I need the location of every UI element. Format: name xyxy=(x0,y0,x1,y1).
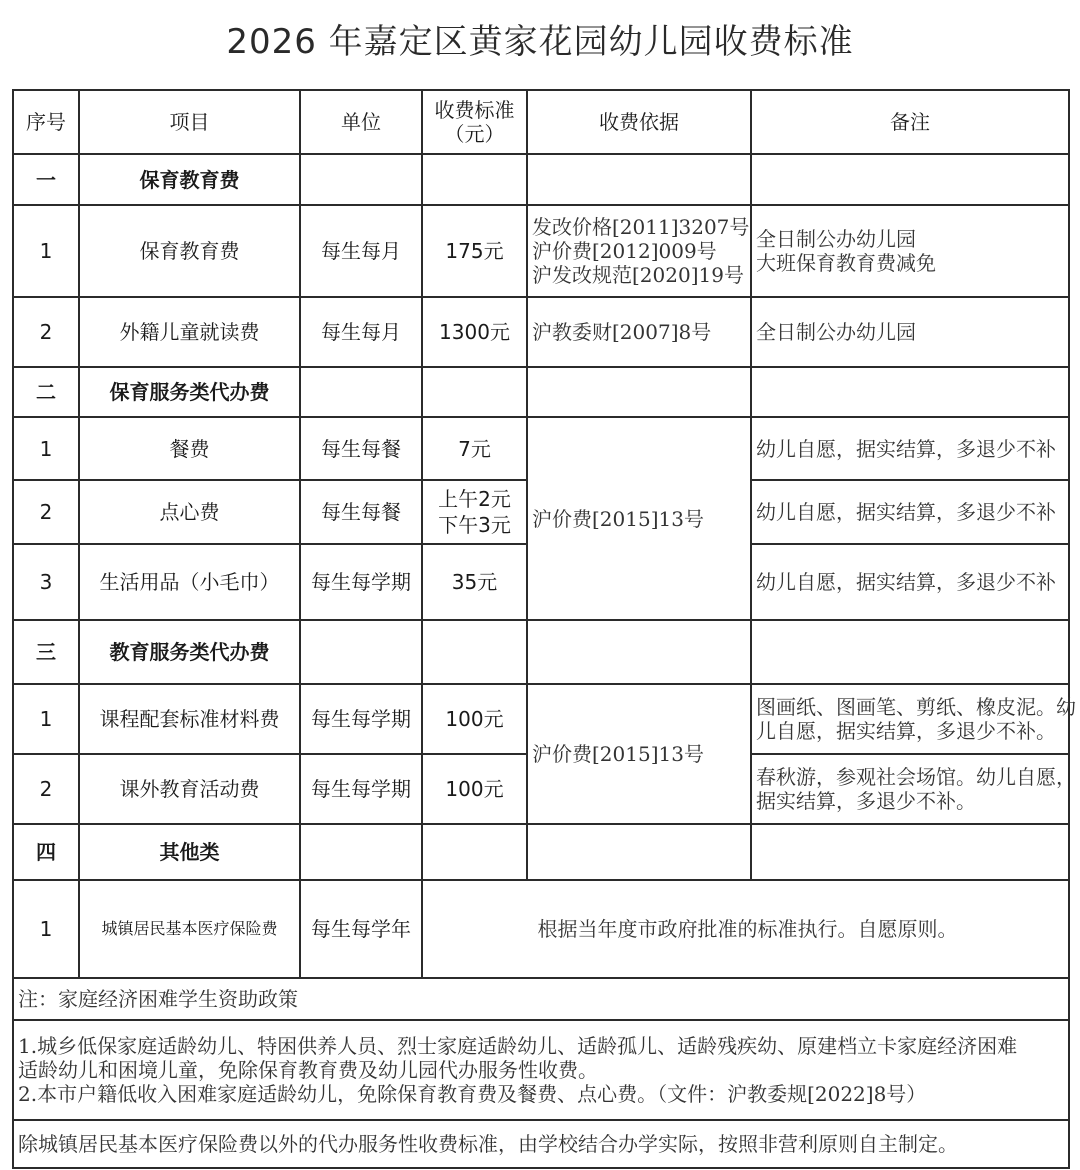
section-no: 二 xyxy=(13,367,79,417)
remark-line: 据实结算，多退少不补。 xyxy=(756,789,976,813)
basis-line: 沪发改规范[2020]19号 xyxy=(532,263,744,287)
row-unit: 每生每学期 xyxy=(300,754,422,824)
header-fee xyxy=(422,90,527,154)
header-fee-line2: （元） xyxy=(444,122,505,146)
notes-heading: 注：家庭经济困难学生资助政策 xyxy=(13,978,1069,1020)
row-fee: 1300元 xyxy=(422,297,527,367)
note-line: 2.本市户籍低收入困难家庭适龄幼儿，免除保育教育费及餐费、点心费。（文件：沪教委规[2022]8号） xyxy=(18,1082,927,1106)
row-no: 1 xyxy=(13,205,79,297)
row-fee: 175元 xyxy=(422,205,527,297)
row-no: 2 xyxy=(13,480,79,544)
notes-heading-row xyxy=(13,978,1069,1020)
row-remark: 幼儿自愿，据实结算，多退少不补 xyxy=(751,544,1069,620)
section-title: 其他类 xyxy=(79,824,300,880)
table-row xyxy=(13,417,1069,480)
section-row xyxy=(13,154,1069,205)
fee-am: 上午2元 xyxy=(438,487,511,511)
header-row xyxy=(13,90,1069,154)
table-row xyxy=(13,205,1069,297)
header-basis: 收费依据 xyxy=(527,90,751,154)
header-remark: 备注 xyxy=(751,90,1069,154)
row-unit: 每生每学期 xyxy=(300,684,422,754)
row-unit: 每生每餐 xyxy=(300,417,422,480)
remark-line: 春秋游，参观社会场馆。幼儿自愿， xyxy=(756,765,1076,789)
section-title: 教育服务类代办费 xyxy=(79,620,300,684)
remark-line: 图画纸、图画笔、剪纸、橡皮泥。幼 xyxy=(756,695,1076,719)
remark-line: 全日制公办幼儿园 xyxy=(756,227,916,251)
row-item: 保育教育费 xyxy=(79,205,300,297)
row-item: 点心费 xyxy=(79,480,300,544)
row-remark xyxy=(751,297,1069,367)
note-line: 1.城乡低保家庭适龄幼儿、特困供养人员、烈士家庭适龄幼儿、适龄孤儿、适龄残疾幼、原建档立卡家庭经济困难 xyxy=(18,1034,1018,1058)
row-no: 3 xyxy=(13,544,79,620)
row-no: 2 xyxy=(13,297,79,367)
row-item: 课外教育活动费 xyxy=(79,754,300,824)
row-basis xyxy=(527,297,751,367)
section-no: 三 xyxy=(13,620,79,684)
header-fee-line1: 收费标准 xyxy=(434,98,515,122)
table-row xyxy=(13,684,1069,754)
row-item: 生活用品（小毛巾） xyxy=(79,544,300,620)
table-row xyxy=(13,297,1069,367)
section-row xyxy=(13,620,1069,684)
section-title: 保育服务类代办费 xyxy=(79,367,300,417)
row-fee: 100元 xyxy=(422,684,527,754)
remark-line: 大班保育教育费减免 xyxy=(756,251,936,275)
row-unit: 每生每餐 xyxy=(300,480,422,544)
row-item: 餐费 xyxy=(79,417,300,480)
row-fee: 100元 xyxy=(422,754,527,824)
footer-note: 除城镇居民基本医疗保险费以外的代办服务性收费标准，由学校结合办学实际，按照非营利原则自主制定。 xyxy=(13,1120,1069,1168)
row-note: 根据当年度市政府批准的标准执行。自愿原则。 xyxy=(422,880,1069,978)
section-basis: 沪价费[2015]13号 xyxy=(527,417,751,620)
remark-line: 全日制公办幼儿园 xyxy=(756,320,916,344)
fee-pm: 下午3元 xyxy=(438,513,511,537)
row-remark: 幼儿自愿，据实结算，多退少不补 xyxy=(751,417,1069,480)
page-title: 2026 年嘉定区黄家花园幼儿园收费标准 xyxy=(226,22,854,62)
remark-line: 儿自愿，据实结算，多退少不补。 xyxy=(756,719,1056,743)
row-item: 城镇居民基本医疗保险费 xyxy=(79,880,300,978)
notes-body xyxy=(13,1020,1069,1120)
row-fee: 35元 xyxy=(422,544,527,620)
notes-row xyxy=(13,1020,1069,1120)
row-no: 1 xyxy=(13,417,79,480)
table-row xyxy=(13,880,1069,978)
section-row xyxy=(13,367,1069,417)
row-no: 1 xyxy=(13,684,79,754)
row-basis xyxy=(527,205,751,297)
row-item: 课程配套标准材料费 xyxy=(79,684,300,754)
row-remark xyxy=(751,684,1076,754)
row-no: 1 xyxy=(13,880,79,978)
header-unit: 单位 xyxy=(300,90,422,154)
basis-line: 发改价格[2011]3207号 xyxy=(532,215,750,239)
row-remark xyxy=(751,754,1076,824)
footer-row xyxy=(13,1120,1069,1168)
row-unit: 每生每学年 xyxy=(300,880,422,978)
row-remark xyxy=(751,205,1069,297)
row-fee: 7元 xyxy=(422,417,527,480)
section-row xyxy=(13,824,1069,880)
note-line: 适龄幼儿和困境儿童，免除保育教育费及幼儿园代办服务性收费。 xyxy=(18,1058,598,1082)
section-no: 四 xyxy=(13,824,79,880)
section-no: 一 xyxy=(13,154,79,205)
row-unit: 每生每月 xyxy=(300,297,422,367)
row-remark: 幼儿自愿，据实结算，多退少不补 xyxy=(751,480,1069,544)
row-no: 2 xyxy=(13,754,79,824)
header-no: 序号 xyxy=(13,90,79,154)
row-fee xyxy=(422,480,527,544)
basis-line: 沪教委财[2007]8号 xyxy=(532,320,712,344)
section-basis: 沪价费[2015]13号 xyxy=(527,684,751,824)
basis-line: 沪价费[2012]009号 xyxy=(532,239,717,263)
fee-table xyxy=(12,89,1076,1169)
header-item: 项目 xyxy=(79,90,300,154)
section-title: 保育教育费 xyxy=(79,154,300,205)
row-unit: 每生每月 xyxy=(300,205,422,297)
row-item: 外籍儿童就读费 xyxy=(79,297,300,367)
row-unit: 每生每学期 xyxy=(300,544,422,620)
